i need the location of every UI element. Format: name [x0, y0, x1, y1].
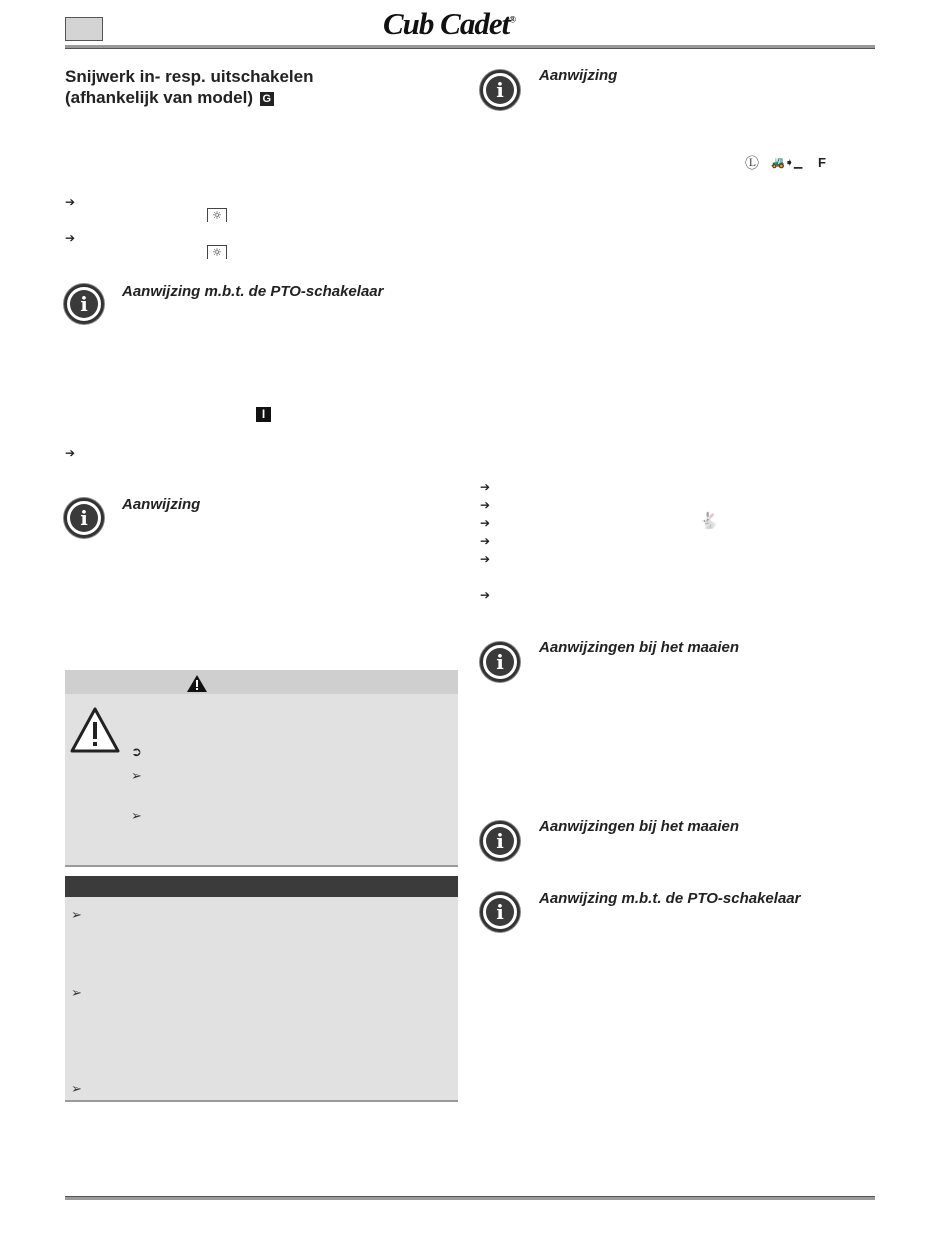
arrow-right-icon: ➔ — [480, 480, 491, 494]
on-position-box: I — [256, 407, 271, 422]
tractor-gear-icon: 🚜➧▁ — [771, 156, 803, 169]
info-icon: i — [480, 70, 520, 110]
warning-small-icon — [186, 674, 208, 693]
note-title: Aanwijzing m.b.t. de PTO-schakelaar — [539, 890, 801, 907]
pto-switch-icon: ☼ — [207, 245, 227, 259]
clock-icon: Ⓛ — [745, 156, 759, 172]
info-icon: i — [64, 284, 104, 324]
chevron-bullet-icon: ➢ — [131, 769, 142, 784]
page-number-box — [65, 17, 103, 41]
info-icon: i — [64, 498, 104, 538]
note-title: Aanwijzingen bij het maaien — [539, 818, 740, 835]
gear-label: F — [818, 155, 826, 170]
arrow-right-icon: ➔ — [480, 552, 491, 566]
chevron-bullet-icon: ➢ — [131, 809, 142, 824]
footer-rule — [65, 1196, 875, 1200]
section-heading — [65, 66, 445, 108]
arrow-right-icon: ➔ — [65, 231, 76, 245]
info-icon: i — [480, 642, 520, 682]
heading-line-1: Snijwerk in- resp. uitschakelen — [65, 67, 314, 86]
notice-box — [65, 876, 458, 1102]
heading-line-2: (afhankelijk van model) G — [65, 87, 445, 108]
header-rule — [65, 45, 875, 49]
note-title: Aanwijzing m.b.t. de PTO-schakelaar — [122, 283, 384, 300]
chevron-bullet-icon: ➢ — [71, 986, 82, 1001]
note-title: Aanwijzing — [122, 496, 201, 513]
arrow-right-icon: ➔ — [480, 498, 491, 512]
return-arrow-icon: ➲ — [131, 745, 142, 760]
arrow-right-icon: ➔ — [480, 534, 491, 548]
arrow-right-icon: ➔ — [480, 516, 491, 530]
info-icon: i — [480, 821, 520, 861]
note-title: Aanwijzingen bij het maaien — [539, 639, 740, 656]
arrow-right-icon: ➔ — [480, 588, 491, 602]
chevron-bullet-icon: ➢ — [71, 1082, 82, 1097]
rabbit-icon: 🐇 — [699, 511, 719, 530]
arrow-right-icon: ➔ — [65, 195, 76, 209]
pto-switch-icon: ☼ — [207, 208, 227, 222]
warning-triangle-icon — [69, 706, 121, 754]
arrow-right-icon: ➔ — [65, 446, 76, 460]
brand-logo: Cub Cadet® — [383, 6, 515, 41]
chevron-bullet-icon: ➢ — [71, 908, 82, 923]
model-badge: G — [260, 92, 274, 106]
info-icon: i — [480, 892, 520, 932]
note-title: Aanwijzing — [539, 67, 618, 84]
warning-box — [65, 670, 458, 867]
notice-header — [65, 876, 458, 897]
warning-header — [65, 670, 458, 694]
